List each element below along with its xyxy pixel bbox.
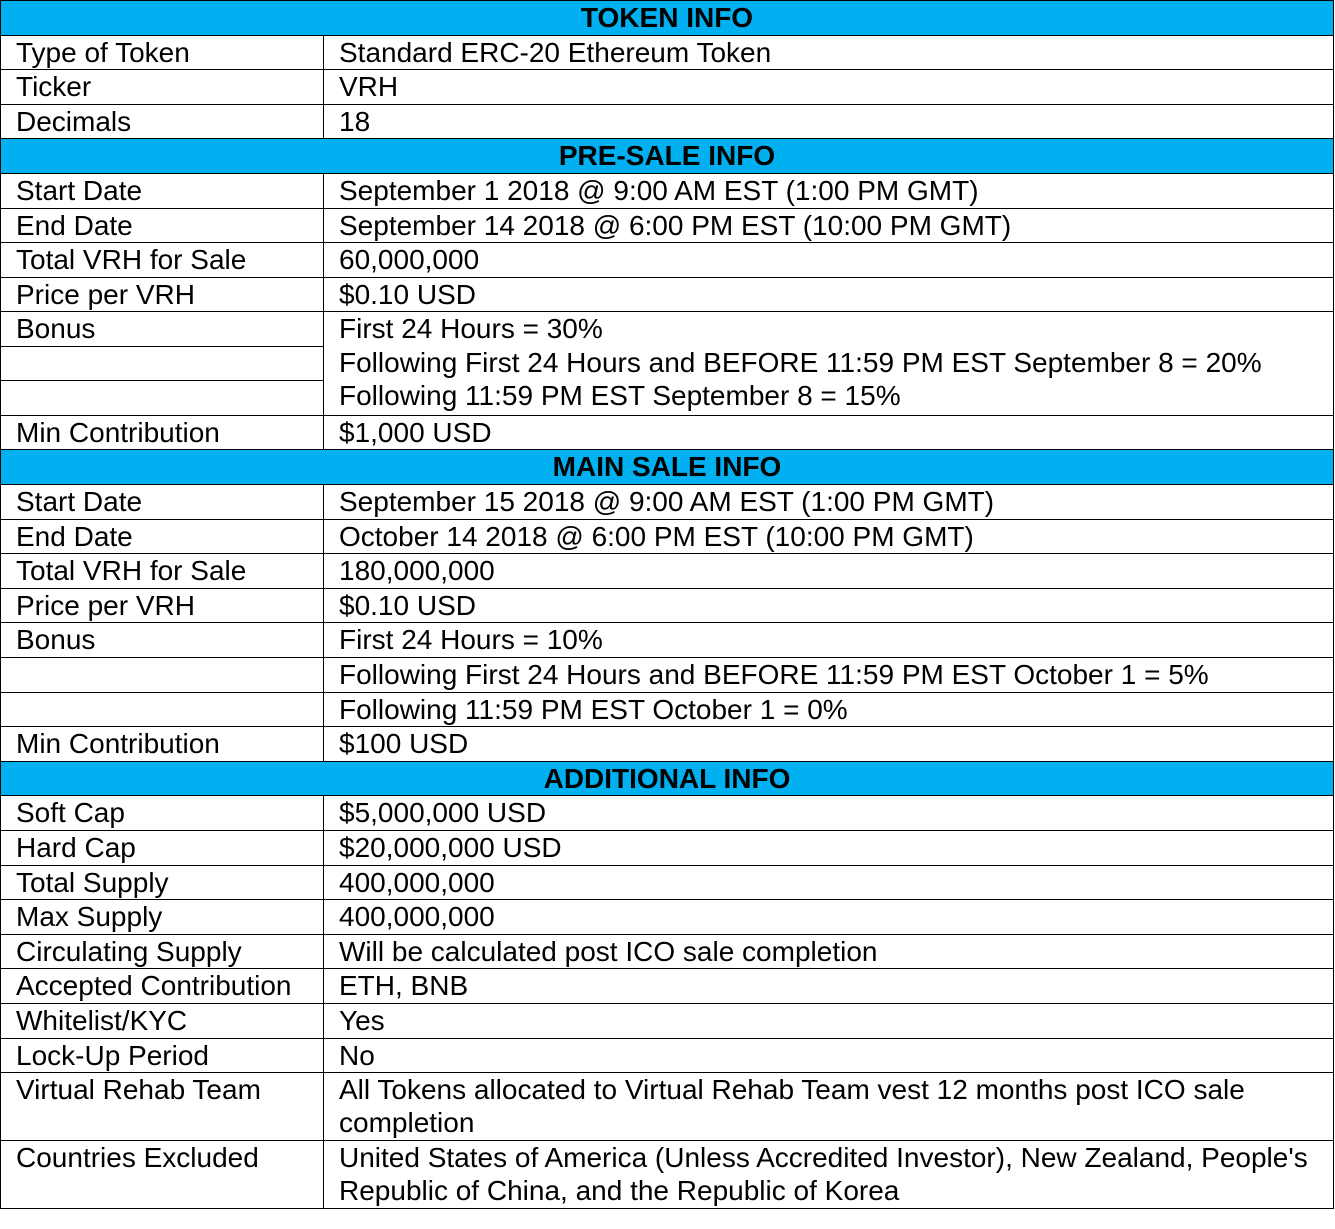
row-label: Ticker bbox=[1, 70, 324, 105]
table-row bbox=[1, 658, 1334, 693]
table-row bbox=[1, 727, 1334, 762]
table-row bbox=[1, 519, 1334, 554]
table-row bbox=[1, 623, 1334, 658]
empty-label bbox=[1, 658, 324, 693]
row-label: Total Supply bbox=[1, 865, 324, 900]
row-value: $5,000,000 USD bbox=[324, 796, 1334, 831]
row-label: End Date bbox=[1, 519, 324, 554]
bonus-value-cell bbox=[324, 312, 1334, 416]
bonus-line: Following 11:59 PM EST September 8 = 15% bbox=[339, 380, 901, 412]
table-row bbox=[1, 1038, 1334, 1073]
bonus-line: Following First 24 Hours and BEFORE 11:59 PM EST September 8 = 20% bbox=[339, 346, 1262, 378]
table-row bbox=[1, 692, 1334, 727]
section-header-pre-sale-info bbox=[1, 139, 1334, 174]
row-label: Accepted Contribution bbox=[1, 969, 324, 1004]
table-row bbox=[1, 830, 1334, 865]
bonus-line: First 24 Hours = 30% bbox=[339, 313, 603, 345]
section-title: ADDITIONAL INFO bbox=[1, 761, 1334, 796]
bonus-line: First 24 Hours = 10% bbox=[324, 623, 1334, 658]
row-value: All Tokens allocated to Virtual Rehab Team vest 12 months post ICO sale completion bbox=[324, 1073, 1334, 1141]
section-title: MAIN SALE INFO bbox=[1, 450, 1334, 485]
row-label: Virtual Rehab Team bbox=[1, 1073, 324, 1141]
row-value: 400,000,000 bbox=[324, 900, 1334, 935]
table-row bbox=[1, 900, 1334, 935]
table-row bbox=[1, 588, 1334, 623]
section-title: PRE-SALE INFO bbox=[1, 139, 1334, 174]
row-value: $0.10 USD bbox=[324, 588, 1334, 623]
bonus-line: Following First 24 Hours and BEFORE 11:59 PM EST October 1 = 5% bbox=[324, 658, 1334, 693]
row-value: 400,000,000 bbox=[324, 865, 1334, 900]
empty-label bbox=[1, 692, 324, 727]
row-label: Start Date bbox=[1, 173, 324, 208]
row-value: Will be calculated post ICO sale completion bbox=[324, 934, 1334, 969]
table-row bbox=[1, 208, 1334, 243]
table-row bbox=[1, 1003, 1334, 1038]
table-row bbox=[1, 485, 1334, 520]
row-label: Decimals bbox=[1, 104, 324, 139]
section-title: TOKEN INFO bbox=[1, 1, 1334, 36]
row-value: $1,000 USD bbox=[324, 415, 1334, 450]
row-label: Whitelist/KYC bbox=[1, 1003, 324, 1038]
row-label: Min Contribution bbox=[1, 727, 324, 762]
section-header-main-sale-info bbox=[1, 450, 1334, 485]
row-value: September 1 2018 @ 9:00 AM EST (1:00 PM GMT) bbox=[324, 173, 1334, 208]
row-value: 18 bbox=[324, 104, 1334, 139]
row-label: Lock-Up Period bbox=[1, 1038, 324, 1073]
row-value: Standard ERC-20 Ethereum Token bbox=[324, 35, 1334, 70]
row-value: September 14 2018 @ 6:00 PM EST (10:00 PM GMT) bbox=[324, 208, 1334, 243]
table-row bbox=[1, 277, 1334, 312]
row-value: $100 USD bbox=[324, 727, 1334, 762]
table-row bbox=[1, 70, 1334, 105]
row-label: Countries Excluded bbox=[1, 1141, 324, 1209]
row-label: End Date bbox=[1, 208, 324, 243]
row-value: $20,000,000 USD bbox=[324, 830, 1334, 865]
row-value: 180,000,000 bbox=[324, 554, 1334, 589]
table-row-bonus bbox=[1, 312, 1334, 416]
row-value: United States of America (Unless Accredited Investor), New Zealand, People's Republic of China, and the Republic of Korea bbox=[324, 1141, 1334, 1209]
row-label: Circulating Supply bbox=[1, 934, 324, 969]
table-row bbox=[1, 554, 1334, 589]
row-label: Max Supply bbox=[1, 900, 324, 935]
row-label: Soft Cap bbox=[1, 796, 324, 831]
row-label: Type of Token bbox=[1, 35, 324, 70]
table-row bbox=[1, 173, 1334, 208]
row-label: Total VRH for Sale bbox=[1, 243, 324, 278]
row-value: October 14 2018 @ 6:00 PM EST (10:00 PM GMT) bbox=[324, 519, 1334, 554]
row-label: Hard Cap bbox=[1, 830, 324, 865]
row-value: Yes bbox=[324, 1003, 1334, 1038]
row-label: Bonus bbox=[1, 623, 324, 658]
row-label: Bonus bbox=[1, 312, 323, 347]
section-header-additional-info bbox=[1, 761, 1334, 796]
table-row bbox=[1, 796, 1334, 831]
row-label: Price per VRH bbox=[1, 588, 324, 623]
row-value: No bbox=[324, 1038, 1334, 1073]
row-label: Total VRH for Sale bbox=[1, 554, 324, 589]
row-value: $0.10 USD bbox=[324, 277, 1334, 312]
table-row bbox=[1, 104, 1334, 139]
table-row bbox=[1, 969, 1334, 1004]
table-row bbox=[1, 865, 1334, 900]
empty-label bbox=[1, 381, 323, 415]
row-value: September 15 2018 @ 9:00 AM EST (1:00 PM GMT) bbox=[324, 485, 1334, 520]
table-row bbox=[1, 1141, 1334, 1209]
table-row bbox=[1, 415, 1334, 450]
table-row bbox=[1, 243, 1334, 278]
bonus-label-cell bbox=[1, 312, 324, 416]
table-row bbox=[1, 35, 1334, 70]
table-row bbox=[1, 934, 1334, 969]
section-header-token-info bbox=[1, 1, 1334, 36]
empty-label bbox=[1, 347, 323, 382]
row-label: Price per VRH bbox=[1, 277, 324, 312]
row-value: VRH bbox=[324, 70, 1334, 105]
row-value: 60,000,000 bbox=[324, 243, 1334, 278]
row-value: ETH, BNB bbox=[324, 969, 1334, 1004]
table-row bbox=[1, 1073, 1334, 1141]
bonus-line: Following 11:59 PM EST October 1 = 0% bbox=[324, 692, 1334, 727]
row-label: Start Date bbox=[1, 485, 324, 520]
row-label: Min Contribution bbox=[1, 415, 324, 450]
